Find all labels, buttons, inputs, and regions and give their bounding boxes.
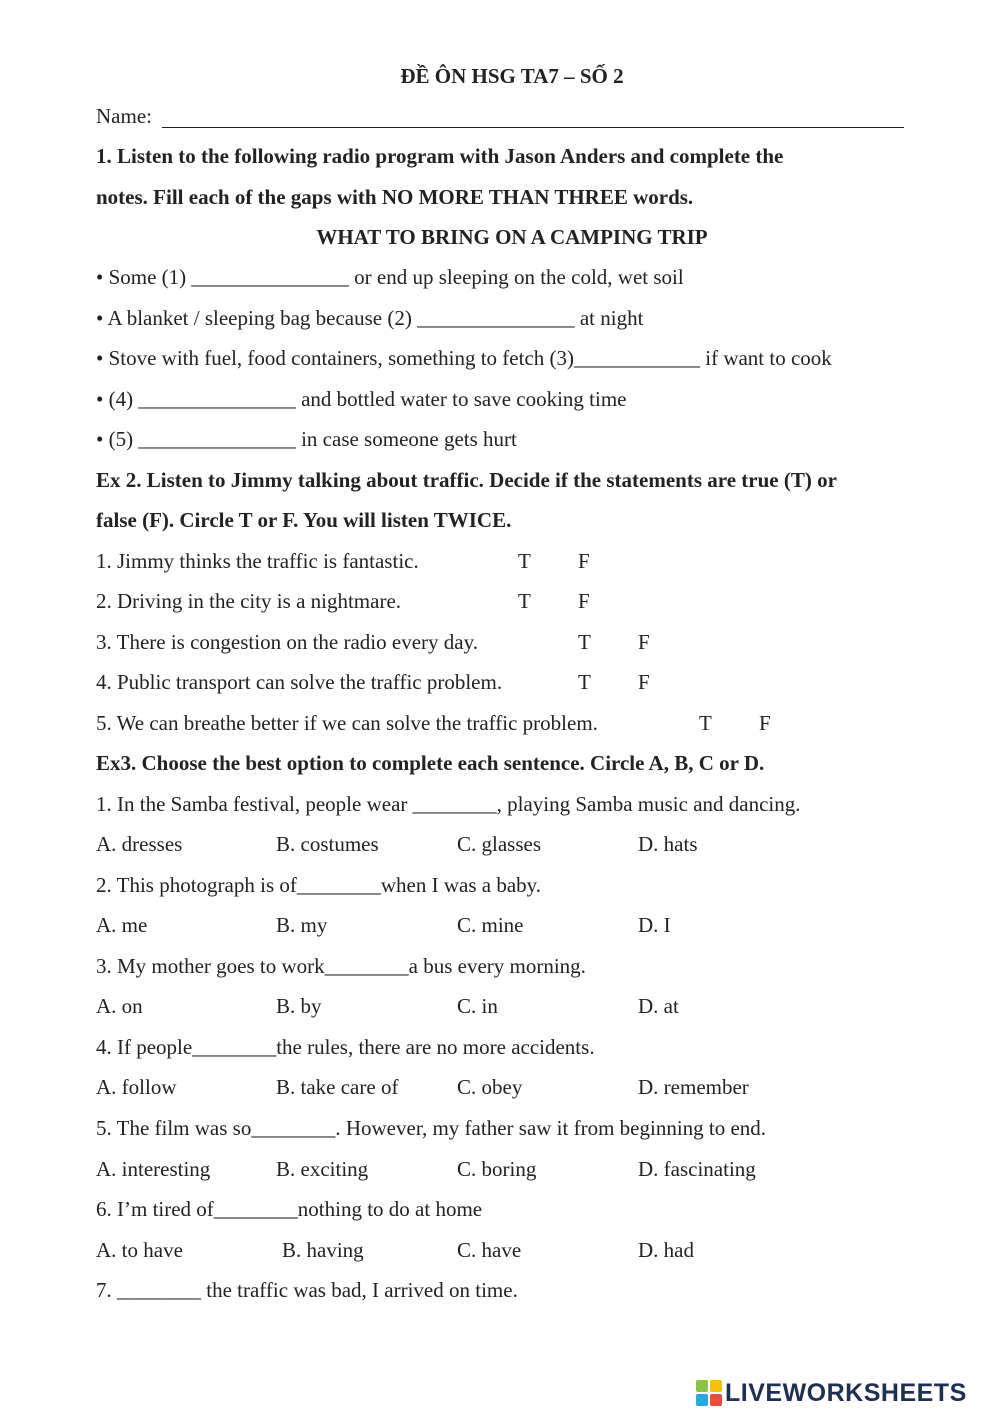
- ex2-true-1[interactable]: T: [518, 549, 531, 573]
- ex3-q3-option-c[interactable]: C. in: [457, 994, 498, 1018]
- ex3-q3-option-d[interactable]: D. at: [638, 994, 679, 1018]
- ex3-q4-option-c[interactable]: C. obey: [457, 1075, 523, 1099]
- ex2-true-2[interactable]: T: [518, 589, 531, 613]
- ex3-question-5: 5. The film was so________. However, my father saw it from beginning to end.: [96, 1116, 767, 1140]
- ex1-item-5[interactable]: • (5) _______________ in case someone gets hurt: [96, 427, 517, 451]
- ex2-instruction-line1: Ex 2. Listen to Jimmy talking about traffic. Decide if the statements are true (T) or: [96, 468, 837, 492]
- ex3-q6-option-d[interactable]: D. had: [638, 1238, 694, 1262]
- logo-square-3: [696, 1394, 708, 1406]
- ex2-true-5[interactable]: T: [699, 711, 712, 735]
- logo-mark-icon: [696, 1380, 722, 1406]
- ex3-question-4: 4. If people________the rules, there are no more accidents.: [96, 1035, 595, 1059]
- ex1-item-1[interactable]: • Some (1) _______________ or end up sleeping on the cold, wet soil: [96, 265, 684, 289]
- ex2-false-5[interactable]: F: [759, 711, 771, 735]
- ex3-q6-option-a[interactable]: A. to have: [96, 1238, 183, 1262]
- ex2-statement-5: 5. We can breathe better if we can solve the traffic problem.: [96, 711, 598, 735]
- page-title: ĐỀ ÔN HSG TA7 – SỐ 2: [400, 64, 624, 88]
- ex3-q4-option-a[interactable]: A. follow: [96, 1075, 177, 1099]
- ex3-question-1: 1. In the Samba festival, people wear ________, playing Samba music and dancing.: [96, 792, 801, 816]
- ex3-instruction-text: Choose the best option to complete each sentence. Circle A, B, C or D.: [136, 751, 765, 775]
- ex2-true-3[interactable]: T: [578, 630, 591, 654]
- ex3-q1-option-d[interactable]: D. hats: [638, 832, 698, 856]
- ex2-statement-4: 4. Public transport can solve the traffic problem.: [96, 670, 503, 694]
- ex3-q5-option-b[interactable]: B. exciting: [276, 1157, 369, 1181]
- ex2-statement-2: 2. Driving in the city is a nightmare.: [96, 589, 402, 613]
- liveworksheets-logo[interactable]: [696, 1378, 967, 1408]
- ex3-q1-option-a[interactable]: A. dresses: [96, 832, 183, 856]
- ex1-item-2[interactable]: • A blanket / sleeping bag because (2) _______________ at night: [96, 306, 644, 330]
- ex3-q2-option-a[interactable]: A. me: [96, 913, 148, 937]
- ex3-question-3: 3. My mother goes to work________a bus every morning.: [96, 954, 586, 978]
- ex3-q2-option-d[interactable]: D. I: [638, 913, 671, 937]
- ex3-q3-option-a[interactable]: A. on: [96, 994, 143, 1018]
- ex2-statement-1: 1. Jimmy thinks the traffic is fantastic.: [96, 549, 419, 573]
- ex2-false-4[interactable]: F: [638, 670, 650, 694]
- ex3-q5-option-d[interactable]: D. fascinating: [638, 1157, 756, 1181]
- ex3-q2-option-b[interactable]: B. my: [276, 913, 328, 937]
- ex3-question-6: 6. I’m tired of________nothing to do at home: [96, 1197, 483, 1221]
- ex3-q4-option-b[interactable]: B. take care of: [276, 1075, 399, 1099]
- ex2-true-4[interactable]: T: [578, 670, 591, 694]
- ex3-prefix: Ex3.: [96, 751, 137, 775]
- ex1-instruction-line1: 1. Listen to the following radio program with Jason Anders and complete the: [96, 144, 784, 168]
- ex3-q1-option-c[interactable]: C. glasses: [457, 832, 541, 856]
- ex3-q5-option-a[interactable]: A. interesting: [96, 1157, 211, 1181]
- ex2-instruction-line2: false (F). Circle T or F. You will listen TWICE.: [96, 508, 512, 532]
- logo-square-2: [710, 1380, 722, 1392]
- ex2-false-2[interactable]: F: [578, 589, 590, 613]
- ex3-question-7: 7. ________ the traffic was bad, I arrived on time.: [96, 1278, 518, 1302]
- ex3-q6-option-b[interactable]: B. having: [282, 1238, 364, 1262]
- ex1-heading: WHAT TO BRING ON A CAMPING TRIP: [316, 225, 708, 249]
- ex1-item-4[interactable]: • (4) _______________ and bottled water to save cooking time: [96, 387, 627, 411]
- logo-square-1: [696, 1380, 708, 1392]
- name-label: Name:: [96, 104, 152, 128]
- ex3-question-2: 2. This photograph is of________when I was a baby.: [96, 873, 542, 897]
- name-field[interactable]: [162, 127, 904, 128]
- ex2-false-1[interactable]: F: [578, 549, 590, 573]
- ex1-instruction-line2: notes. Fill each of the gaps with NO MORE THAN THREE words.: [96, 185, 694, 209]
- ex3-q2-option-c[interactable]: C. mine: [457, 913, 524, 937]
- ex3-q6-option-c[interactable]: C. have: [457, 1238, 522, 1262]
- ex2-false-3[interactable]: F: [638, 630, 650, 654]
- ex3-q3-option-b[interactable]: B. by: [276, 994, 322, 1018]
- logo-square-4: [710, 1394, 722, 1406]
- ex2-statement-3: 3. There is congestion on the radio every day.: [96, 630, 478, 654]
- ex3-q1-option-b[interactable]: B. costumes: [276, 832, 379, 856]
- ex3-q5-option-c[interactable]: C. boring: [457, 1157, 537, 1181]
- ex3-q4-option-d[interactable]: D. remember: [638, 1075, 749, 1099]
- logo-text: LIVEWORKSHEETS: [725, 1378, 967, 1407]
- ex3-instruction: [96, 750, 764, 776]
- ex1-item-3[interactable]: • Stove with fuel, food containers, something to fetch (3)____________ if want to cook: [96, 346, 832, 370]
